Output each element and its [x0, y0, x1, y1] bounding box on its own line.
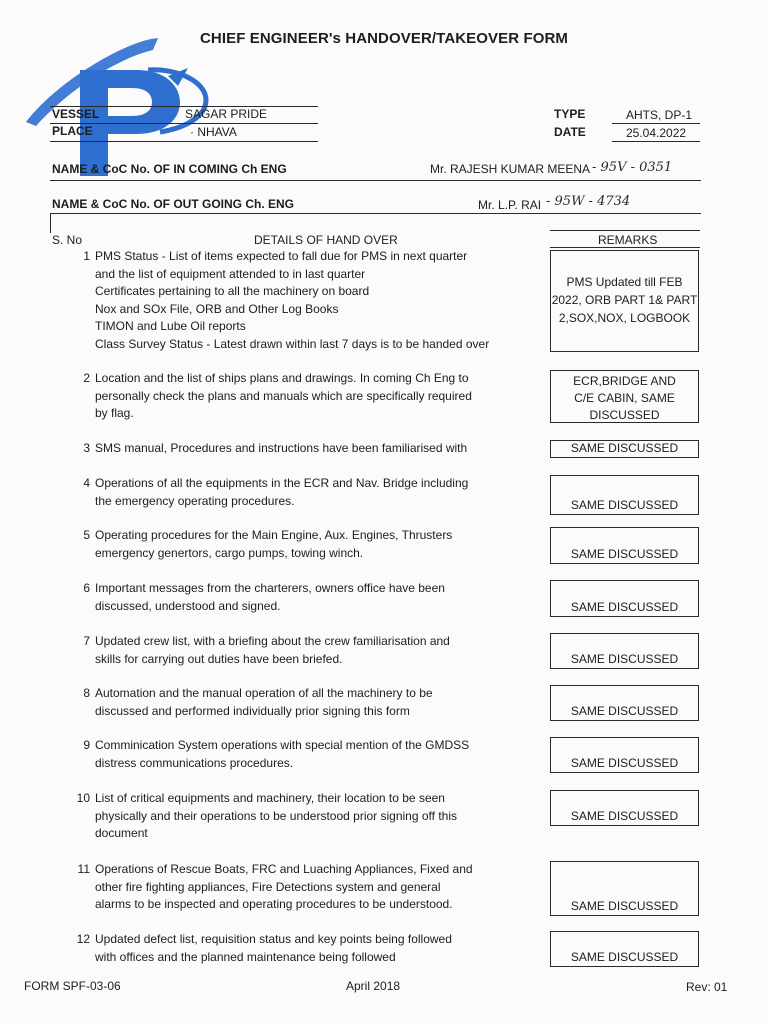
item-text-line: by flag.	[95, 406, 134, 420]
item-text	[95, 931, 515, 966]
remark-box	[550, 475, 699, 515]
item-text-line: with offices and the planned maintenance being followed	[95, 949, 396, 964]
item-text	[95, 685, 515, 720]
remark-text: SAME DISCUSSED	[570, 498, 679, 512]
vessel-label: VESSEL	[52, 107, 100, 121]
remark-text: SAME DISCUSSED	[570, 756, 679, 770]
col-sno: S. No	[52, 233, 83, 247]
remark-box	[550, 370, 699, 423]
item-text-line: Operations of all the equipments in the ECR and Nav. Bridge including	[95, 476, 469, 490]
item-text	[95, 527, 515, 562]
item-number: 12	[76, 932, 90, 946]
remark-text: SAME DISCUSSED	[570, 600, 679, 614]
remark-text: PMS Updated till FEB 2022, ORB PART 1& PART 2,SOX,NOX, LOGBOOK	[551, 275, 698, 325]
item-number: 2	[83, 371, 90, 385]
item-number: 11	[77, 862, 90, 876]
remark-box	[550, 633, 699, 669]
item-text-line: Location and the list of ships plans and drawings. In coming Ch Eng to	[95, 371, 469, 385]
item-number: 10	[76, 791, 90, 805]
col-details: DETAILS OF HAND OVER	[254, 233, 398, 247]
item-text	[95, 440, 515, 458]
item-text-line: discussed, understood and signed.	[95, 598, 281, 613]
item-text-line: skills for carrying out duties have been briefed.	[95, 651, 343, 666]
remark-text: SAME DISCUSSED	[570, 950, 679, 964]
remark-text: SAME DISCUSSED	[570, 547, 679, 561]
item-text-line: Comminication System operations with special mention of the GMDSS	[95, 738, 470, 752]
item-text-line: SMS manual, Procedures and instructions have been familiarised with	[95, 441, 468, 455]
item-text-line: Operating procedures for the Main Engine, Aux. Engines, Thrusters	[95, 528, 453, 542]
item-text-line: PMS Status - List of items expected to fall due for PMS in next quarter	[95, 249, 468, 263]
item-text-line: Updated crew list, with a briefing about the crew familiarisation and	[95, 634, 450, 648]
item-text	[95, 861, 515, 914]
place-label: PLACE	[52, 124, 93, 138]
remark-text: SAME DISCUSSED	[570, 441, 679, 455]
incoming-label: NAME & CoC No. OF IN COMING Ch ENG	[52, 162, 287, 176]
outgoing-coc-handwritten: - 95W - 4734	[546, 194, 631, 209]
item-number: 6	[83, 581, 90, 595]
item-text	[95, 370, 515, 423]
item-number: 4	[83, 476, 90, 490]
vessel-value: SAGAR PRIDE	[185, 107, 268, 121]
remark-box	[550, 527, 699, 564]
item-number: 1	[83, 249, 90, 263]
remark-box	[550, 931, 699, 967]
item-text-line: document	[95, 826, 148, 840]
item-text-line: physically and their operations to be understood prior signing off this	[95, 808, 457, 823]
item-text	[95, 633, 515, 668]
remark-box	[550, 685, 699, 721]
remark-box	[550, 790, 699, 826]
remark-text: SAME DISCUSSED	[570, 899, 679, 913]
item-text-line: the emergency operating procedures.	[95, 493, 295, 508]
remark-box	[550, 580, 699, 617]
type-label: TYPE	[554, 107, 586, 121]
remark-text: SAME DISCUSSED	[570, 809, 679, 823]
item-text	[95, 475, 515, 510]
item-number: 8	[83, 686, 90, 700]
item-text-line: TIMON and Lube Oil reports	[95, 319, 246, 333]
remark-box	[550, 737, 699, 773]
item-text-line: other fire fighting appliances, Fire Detections system and general	[95, 879, 441, 894]
revision: Rev: 01	[686, 980, 728, 994]
type-value: AHTS, DP-1	[626, 108, 693, 122]
item-number: 3	[83, 441, 90, 455]
item-text-line: alarms to be inspected and operating procedures to be understood.	[95, 897, 453, 911]
incoming-name: Mr. RAJESH KUMAR MEENA	[430, 162, 591, 176]
remark-text: SAME DISCUSSED	[570, 652, 679, 666]
item-text-line: distress communications procedures.	[95, 755, 294, 770]
remark-text: ECR,BRIDGE AND C/E CABIN, SAME DISCUSSED	[573, 374, 676, 422]
item-text	[95, 737, 515, 772]
item-text-line: personally check the plans and manuals which are specifically required	[95, 388, 472, 403]
form-date: April 2018	[346, 979, 401, 993]
item-text-line: emergency genertors, cargo pumps, towing winch.	[95, 545, 364, 560]
item-number: 9	[83, 738, 90, 752]
place-value: · NHAVA	[190, 125, 237, 139]
item-text-line: Certificates pertaining to all the machinery on board	[95, 284, 370, 298]
item-number: 5	[83, 528, 90, 542]
date-label: DATE	[554, 125, 586, 139]
item-text	[95, 790, 515, 843]
date-value: 25.04.2022	[626, 126, 687, 140]
item-text	[95, 580, 515, 615]
remark-box	[550, 440, 699, 458]
incoming-coc-handwritten: - 95V - 0351	[592, 160, 673, 175]
remark-text: SAME DISCUSSED	[570, 704, 679, 718]
place-text: NHAVA	[197, 125, 237, 139]
item-text-line: List of critical equipments and machinery, their location to be seen	[95, 791, 445, 805]
item-text-line: and the list of equipment attended to in last quarter	[95, 266, 366, 281]
remark-box	[550, 861, 699, 916]
item-text-line: Nox and SOx File, ORB and Other Log Books	[95, 301, 339, 316]
remark-box	[550, 250, 699, 352]
outgoing-name: Mr. L.P. RAI	[478, 198, 542, 212]
form-number: FORM SPF-03-06	[24, 979, 121, 993]
item-text-line: Class Survey Status - Latest drawn within last 7 days is to be handed over	[95, 336, 490, 351]
item-text-line: Updated defect list, requisition status and key points being followed	[95, 932, 452, 946]
outgoing-label: NAME & CoC No. OF OUT GOING Ch. ENG	[52, 197, 294, 211]
item-text-line: Important messages from the charterers, owners office have been	[95, 581, 445, 595]
col-remarks: REMARKS	[598, 233, 658, 247]
item-text-line: Automation and the manual operation of all the machinery to be	[95, 686, 433, 700]
item-number: 7	[83, 634, 90, 648]
form-title: CHIEF ENGINEER's HANDOVER/TAKEOVER FORM	[199, 30, 569, 47]
item-text-line: Operations of Rescue Boats, FRC and Luaching Appliances, Fixed and	[95, 862, 473, 876]
item-text	[95, 248, 515, 353]
item-text-line: discussed and performed individually prior signing this form	[95, 703, 410, 718]
